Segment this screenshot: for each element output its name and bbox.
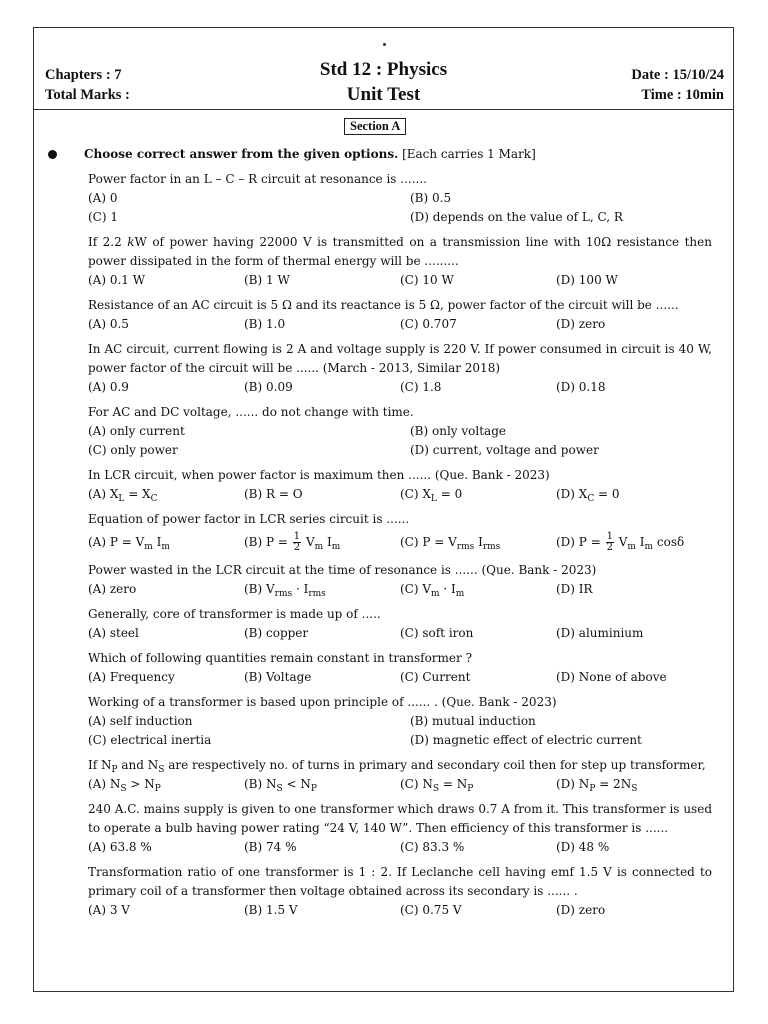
option-b: (B) 0.09 bbox=[244, 380, 293, 394]
option-a: (A) 0.9 bbox=[88, 380, 129, 394]
option-group bbox=[88, 775, 712, 794]
option-d: (D) 48 % bbox=[556, 840, 610, 854]
option-c: (C) 1.8 bbox=[400, 380, 442, 394]
option-c: (C) 1 bbox=[88, 210, 118, 224]
question-1 bbox=[88, 170, 712, 227]
option-b: (B) $N_S < N_P$ bbox=[244, 777, 317, 794]
option-d: (D) 0.18 bbox=[556, 380, 606, 394]
option-group bbox=[88, 189, 712, 227]
option-a: (A) 63.8 % bbox=[88, 840, 152, 854]
option-d: (D) current, voltage and power bbox=[410, 443, 599, 457]
option-group bbox=[88, 529, 712, 555]
option-b: (B) 74 % bbox=[244, 840, 297, 854]
option-d: (D) 100 W bbox=[556, 273, 618, 287]
question-6 bbox=[88, 466, 712, 504]
option-c: (C) 0.707 bbox=[400, 317, 457, 331]
option-d: (D) None of above bbox=[556, 670, 667, 684]
option-c: (C) only power bbox=[88, 443, 178, 457]
option-a: (A) Frequency bbox=[88, 670, 175, 684]
option-b: (B) only voltage bbox=[410, 424, 506, 438]
section-heading: Section A bbox=[344, 118, 406, 135]
option-c: (C) 10 W bbox=[400, 273, 454, 287]
option-group bbox=[88, 378, 712, 397]
question-8 bbox=[88, 561, 712, 599]
option-group bbox=[88, 315, 712, 334]
question-5 bbox=[88, 403, 712, 460]
question-13 bbox=[88, 800, 712, 857]
instruction bbox=[84, 146, 536, 162]
question-text: Resistance of an AC circuit is 5 Ω and its reactance is 5 Ω, power factor of the circuit will be ...... bbox=[88, 298, 679, 312]
option-c: (C) $X_L = 0$ bbox=[400, 487, 463, 504]
header-center bbox=[34, 57, 733, 107]
option-c: (C) Current bbox=[400, 670, 471, 684]
option-a: (A) 0.5 bbox=[88, 317, 129, 331]
question-paper bbox=[33, 27, 734, 992]
option-a: (A) 0.1 W bbox=[88, 273, 146, 287]
option-group bbox=[88, 838, 712, 857]
option-c: (C) $P = V_{rms}$ $I_{rms}$ bbox=[400, 535, 501, 552]
time-label: Time : 10min bbox=[641, 87, 724, 103]
option-d: (D) aluminium bbox=[556, 626, 644, 640]
date-label: Date : 15/10/24 bbox=[631, 67, 724, 83]
option-group bbox=[88, 901, 712, 920]
option-b: (B) 1 W bbox=[244, 273, 290, 287]
option-d: (D) $N_P = 2N_S$ bbox=[556, 777, 638, 794]
header-right bbox=[631, 65, 724, 105]
option-d: (D) zero bbox=[556, 903, 606, 917]
option-a: (A) self induction bbox=[88, 714, 193, 728]
option-group bbox=[88, 624, 712, 643]
option-a: (A) $N_S > N_P$ bbox=[88, 777, 161, 794]
option-c: (C) electrical inertia bbox=[88, 733, 212, 747]
option-a: (A) 3 V bbox=[88, 903, 130, 917]
instruction-note: [Each carries 1 Mark] bbox=[398, 147, 536, 161]
option-b: (B) copper bbox=[244, 626, 309, 640]
question-text: In LCR circuit, when power factor is maximum then ...... (Que. Bank - 2023) bbox=[88, 468, 550, 482]
option-b: (B) R = O bbox=[244, 487, 303, 501]
question-10 bbox=[88, 649, 712, 687]
question-text: Transformation ratio of one transformer is 1 : 2. If Leclanche cell having emf 1.5 V is connected to primary coil of a transformer then voltage obtained across its secondary is ...... . bbox=[88, 865, 712, 898]
stray-dot bbox=[383, 43, 386, 46]
option-d: (D) P = $\frac{1}{2}$ $V_m$ $I_m$ cosδ bbox=[556, 531, 685, 553]
question-text: If $N_P$ and $N_S$ are respectively no. of turns in primary and secondary coil then for step up transformer, bbox=[88, 758, 706, 775]
header-divider bbox=[34, 109, 733, 110]
question-11 bbox=[88, 693, 712, 750]
question-7 bbox=[88, 510, 712, 555]
question-12 bbox=[88, 756, 712, 794]
question-2 bbox=[88, 233, 712, 290]
option-d: (D) $X_C = 0$ bbox=[556, 487, 620, 504]
question-text: Power wasted in the LCR circuit at the time of resonance is ...... (Que. Bank - 2023) bbox=[88, 563, 597, 577]
option-c: (C) soft iron bbox=[400, 626, 474, 640]
option-a: (A) $P = V_m$ $I_m$ bbox=[88, 535, 170, 552]
option-c: (C) 0.75 V bbox=[400, 903, 462, 917]
question-text: For AC and DC voltage, ...... do not change with time. bbox=[88, 405, 414, 419]
question-text: Working of a transformer is based upon principle of ...... . (Que. Bank - 2023) bbox=[88, 695, 557, 709]
option-c: (C) 83.3 % bbox=[400, 840, 465, 854]
option-group bbox=[88, 485, 712, 504]
instruction-main: Choose correct answer from the given options. bbox=[84, 147, 399, 161]
total-marks-label: Total Marks : bbox=[45, 87, 130, 103]
option-a: (A) zero bbox=[88, 582, 137, 596]
question-text: In AC circuit, current flowing is 2 A and voltage supply is 220 V. If power consumed in circuit is 40 W, power factor of the circuit will be ...... (March - 2013, Similar 2018) bbox=[88, 342, 712, 375]
option-group bbox=[88, 668, 712, 687]
chapters-label: Chapters : 7 bbox=[45, 67, 122, 83]
option-d: (D) depends on the value of L, C, R bbox=[410, 210, 623, 224]
question-text: 240 A.C. mains supply is given to one transformer which draws 0.7 A from it. This transformer is used to operate a bulb having power rating “24 V, 140 W”. Then efficiency of this transformer is ...... bbox=[88, 802, 712, 835]
option-a: (A) steel bbox=[88, 626, 139, 640]
question-3 bbox=[88, 296, 712, 334]
option-group bbox=[88, 271, 712, 290]
option-group bbox=[88, 712, 712, 750]
question-text: Which of following quantities remain constant in transformer ? bbox=[88, 651, 473, 665]
option-d: (D) magnetic effect of electric current bbox=[410, 733, 642, 747]
bullet-icon bbox=[48, 150, 57, 159]
question-14 bbox=[88, 863, 712, 920]
option-d: (D) IR bbox=[556, 582, 593, 596]
question-text: Power factor in an L – C – R circuit at resonance is ....... bbox=[88, 172, 427, 186]
paper-subtitle: Unit Test bbox=[346, 84, 421, 105]
question-text: Generally, core of transformer is made up of ..... bbox=[88, 607, 381, 621]
option-a: (A) 0 bbox=[88, 191, 118, 205]
question-list bbox=[88, 170, 712, 926]
option-b: (B) Voltage bbox=[244, 670, 312, 684]
option-group bbox=[88, 422, 712, 460]
option-group bbox=[88, 580, 712, 599]
option-b: (B) 1.0 bbox=[244, 317, 286, 331]
option-c: (C) $V_m \cdot I_m$ bbox=[400, 582, 465, 599]
option-b: (B) 0.5 bbox=[410, 191, 452, 205]
option-d: (D) zero bbox=[556, 317, 606, 331]
option-c: (C) $N_S = N_P$ bbox=[400, 777, 474, 794]
option-b: (B) $V_{rms} \cdot I_{rms}$ bbox=[244, 582, 326, 599]
paper-title: Std 12 : Physics bbox=[319, 59, 448, 80]
option-b: (B) P = $\frac{1}{2}$ $V_m$ $I_m$ bbox=[244, 531, 341, 553]
question-9 bbox=[88, 605, 712, 643]
option-a: (A) only current bbox=[88, 424, 185, 438]
option-a: (A) $X_L = X_C$ bbox=[88, 487, 158, 504]
option-b: (B) 1.5 V bbox=[244, 903, 298, 917]
question-4 bbox=[88, 340, 712, 397]
option-b: (B) mutual induction bbox=[410, 714, 536, 728]
question-text: If 2.2 kW of power having 22000 V is transmitted on a transmission line with 10Ω resistance then power dissipated in the form of thermal energy will be ......... bbox=[88, 235, 712, 268]
question-text: Equation of power factor in LCR series circuit is ...... bbox=[88, 512, 410, 526]
